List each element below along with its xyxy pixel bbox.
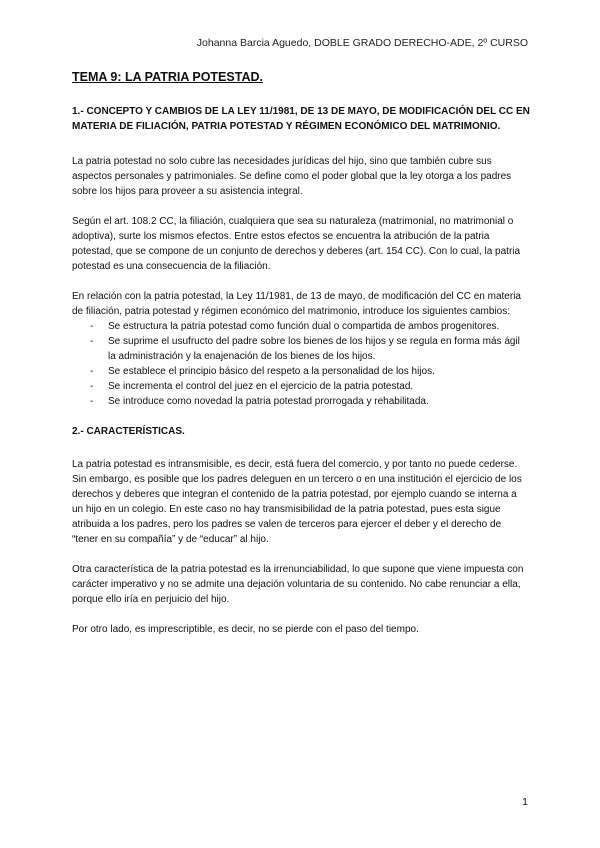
bullet-dash: - bbox=[90, 381, 94, 392]
list-item-text: Se estructura la patria potestad como función dual o compartida de ambos progenitores. bbox=[108, 321, 500, 332]
document-body bbox=[72, 70, 530, 652]
section-1-paragraph-2: Según el art. 108.2 CC, la filiación, cualquiera que sea su naturaleza (matrimonial, no matrimonial o adoptiva), surte los mismos efectos. Entre estos efectos se encuentra la atribución de la patria potestad, que se compone de un conjunto de derechos y deberes (art. 154 CC). Con lo cual, la patria potestad es una consecuencia de la filiación. bbox=[72, 216, 521, 272]
list-item bbox=[72, 319, 530, 334]
list-item-text: Se incrementa el control del juez en el ejercicio de la patria potestad. bbox=[108, 381, 414, 392]
bullet-dash: - bbox=[90, 366, 94, 377]
page-title: TEMA 9: LA PATRIA POTESTAD. bbox=[72, 70, 263, 84]
section-2-paragraph-1: La patria potestad es intransmisible, es decir, está fuera del comercio, y por tanto no puede cederse. Sin embargo, es posible que los padres deleguen en un tercero o en una institución el ejercicio de los derechos y deberes que integran el contenido de la patria potestad, por ejemplo cuando se interna a un hijo en un colegio. En este caso no hay transmisibilidad de la patria potestad, pues esta sigue atribuida a los padres, pero los padres se valen de terceros para ejercer el deber y el derecho de “tener en su compañía” y de “educar” al hijo. bbox=[72, 459, 522, 545]
page-header: Johanna Barcia Aguedo, DOBLE GRADO DERECHO-ADE, 2º CURSO bbox=[196, 37, 528, 49]
section-2-paragraph-3: Por otro lado, es imprescriptible, es decir, no se pierde con el paso del tiempo. bbox=[72, 624, 419, 635]
bullet-dash: - bbox=[90, 321, 94, 332]
list-item bbox=[72, 394, 530, 409]
bullet-dash: - bbox=[90, 336, 94, 347]
list-item-text: Se introduce como novedad la patria potestad prorrogada y rehabilitada. bbox=[108, 396, 429, 407]
page-number: 1 bbox=[522, 796, 528, 808]
list-item bbox=[72, 379, 530, 394]
section-2-heading: 2.- CARACTERÍSTICAS. bbox=[72, 426, 185, 437]
section-1-heading: 1.- CONCEPTO Y CAMBIOS DE LA LEY 11/1981, DE 13 DE MAYO, DE MODIFICACIÓN DEL CC EN MATERIA DE FILIACIÓN, PATRIA POTESTAD Y RÉGIMEN ECONÓMICO DEL MATRIMONIO. bbox=[72, 106, 530, 132]
section-1-paragraph-3: En relación con la patria potestad, la Ley 11/1981, de 13 de mayo, de modificación del CC en materia de filiación, patria potestad y régimen económico del matrimonio, introduce los siguientes cambios: bbox=[72, 291, 521, 317]
changes-list bbox=[72, 319, 530, 409]
list-item bbox=[72, 364, 530, 379]
bullet-dash: - bbox=[90, 396, 94, 407]
list-item-text: Se suprime el usufructo del padre sobre los bienes de los hijos y se regula en forma más ágil la administración y la enajenación de los bienes de los hijos. bbox=[108, 336, 520, 362]
list-item-text: Se establece el principio básico del respeto a la personalidad de los hijos. bbox=[108, 366, 435, 377]
list-item bbox=[72, 334, 530, 364]
section-2-paragraph-2: Otra característica de la patria potestad es la irrenunciabilidad, lo que supone que viene impuesta con carácter imperativo y no se admite una dejación voluntaria de su contenido. No cabe renunciar a ella, porque ello iría en perjuicio del hijo. bbox=[72, 564, 524, 605]
section-1-paragraph-1: La patria potestad no solo cubre las necesidades jurídicas del hijo, sino que también cubre sus aspectos personales y patrimoniales. Se define como el poder global que la ley otorga a los padres sobre los hijos para proveer a su asistencia integral. bbox=[72, 156, 512, 197]
